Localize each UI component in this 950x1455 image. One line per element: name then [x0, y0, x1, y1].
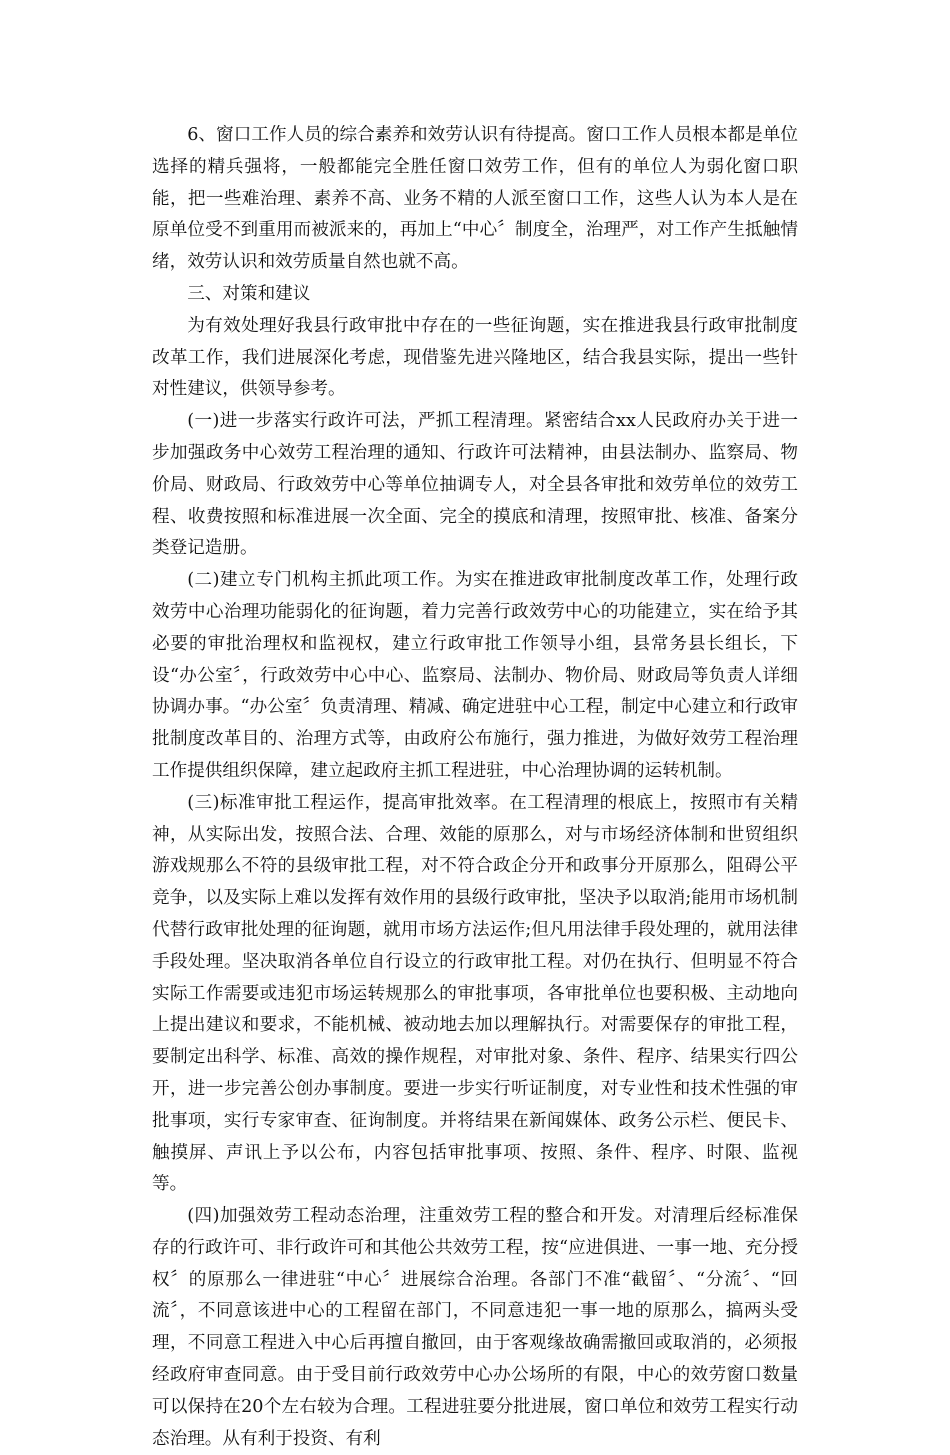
paragraph-item-3: (三)标准审批工程运作，提高审批效率。在工程清理的根底上，按照市有关精神，从实际出发，按照合法、合理、效能的原那么，对与市场经济体制和世贸组织游戏规那么不符的县级审批工程，对不符合政企分开和政事分开原那么，阻碍公平竞争，以及实际上难以发挥有效作用的县级行政审批，坚决予以取消;能用市场机制代替行政审批处理的征询题，就用市场方法运作;但凡用法律手段处理的，就用法律手段处理。坚决取消各单位自行设立的行政审批工程。对仍在执行、但明显不符合实际工作需要或违犯市场运转规那么的审批事项，各审批单位也要积极、主动地向上提出建议和要求，不能机械、被动地去加以理解执行。对需要保存的审批工程，要制定出科学、标准、高效的操作规程，对审批对象、条件、程序、结果实行四公开，进一步完善公创办事制度。要进一步实行听证制度，对专业性和技术性强的审批事项，实行专家审查、征询制度。并将结果在新闻媒体、政务公示栏、便民卡、触摸屏、声讯上予以公布，内容包括审批事项、按照、条件、程序、时限、监视等。 — [152, 792, 798, 1195]
paragraph-intro: 为有效处理好我县行政审批中存在的一些征询题，实在推进我县行政审批制度改革工作，我们进展深化考虑，现借鉴先进兴隆地区，结合我县实际，提出一些针对性建议，供领导参考。 — [152, 315, 798, 400]
document-page — [152, 120, 798, 1455]
paragraph-item-4: (四)加强效劳工程动态治理，注重效劳工程的整合和开发。对清理后经标准保存的行政许可、非行政许可和其他公共效劳工程，按“应进俱进、一事一地、充分授权〞的原那么一律进驻“中心〞进展综合治理。各部门不准“截留〞、“分流〞、“回流〞，不同意该进中心的工程留在部门，不同意违犯一事一地的原那么，搞两头受理，不同意工程进入中心后再擅自撤回，由于客观缘故确需撤回或取消的，必须报经政府审查同意。由于受目前行政效劳中心办公场所的有限，中心的效劳窗口数量可以保持在20个左右较为合理。工程进驻要分批进展，窗口单位和效劳工程实行动态治理。从有利于投资、有利 — [152, 1206, 798, 1449]
paragraph-item-2: (二)建立专门机构主抓此项工作。为实在推进政审批制度改革工作，处理行政效劳中心治理功能弱化的征询题，着力完善行政效劳中心的功能建立，实在给予其必要的审批治理权和监视权，建立行政审批工作领导小组，县常务县长组长，下设“办公室〞，行政效劳中心中心、监察局、法制办、物价局、财政局等负责人详细协调办事。“办公室〞负责清理、精减、确定进驻中心工程，制定中心建立和行政审批制度改革目的、治理方式等，由政府公布施行，强力推进，为做好效劳工程治理工作提供组织保障，建立起政府主抓工程进驻，中心治理协调的运转机制。 — [152, 570, 798, 781]
paragraph-window-staff: 6、窗口工作人员的综合素养和效劳认识有待提高。窗口工作人员根本都是单位选择的精兵强将，一般都能完全胜任窗口效劳工作，但有的单位人为弱化窗口职能，把一些难治理、素养不高、业务不精的人派至窗口工作，这些人认为本人是在原单位受不到重用而被派来的，再加上“中心〞制度全，治理严，对工作产生抵触情绪，效劳认识和效劳质量自然也就不高。 — [152, 125, 798, 273]
paragraph-item-1: (一)进一步落实行政许可法，严抓工程清理。紧密结合xx人民政府办关于进一步加强政务中心效劳工程治理的通知、行政许可法精神，由县法制办、监察局、物价局、财政局、行政效劳中心等单位抽调专人，对全县各审批和效劳单位的效劳工程、收费按照和标准进展一次全面、完全的摸底和清理，按照审批、核准、备案分类登记造册。 — [152, 411, 798, 559]
section-heading-countermeasures: 三、对策和建议 — [187, 283, 311, 304]
